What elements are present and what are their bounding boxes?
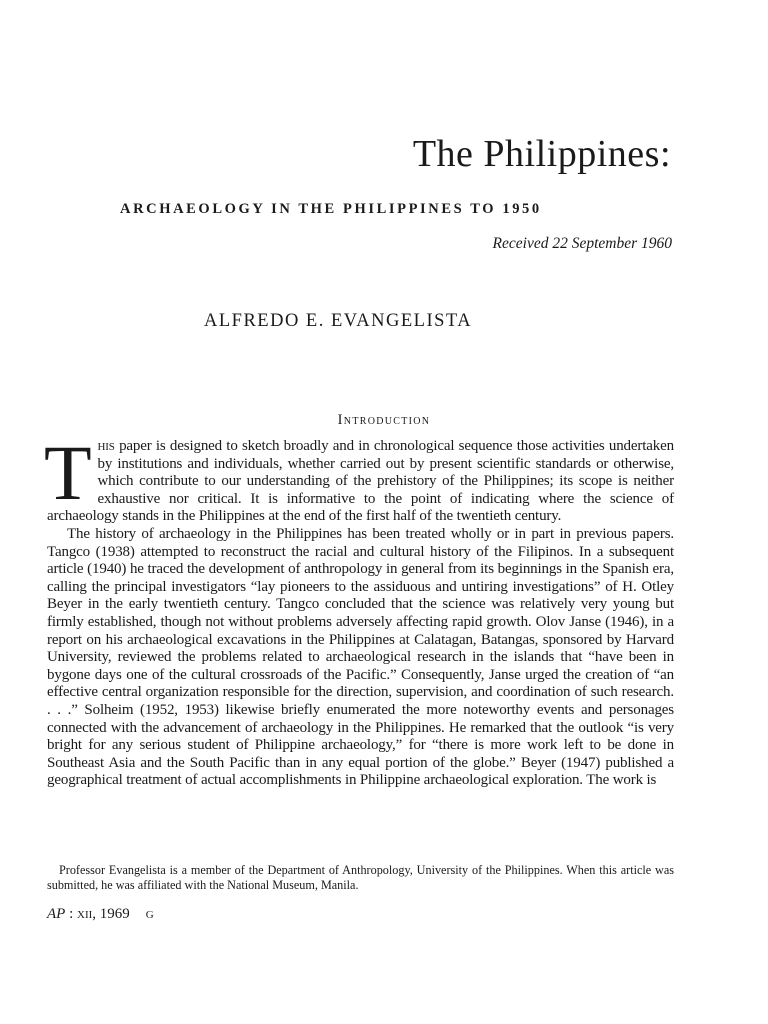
drop-cap: T xyxy=(44,429,92,516)
section-heading: Introduction xyxy=(337,412,431,428)
page-folio xyxy=(47,906,154,923)
article-subtitle: ARCHAEOLOGY IN THE PHILIPPINES TO 1950 xyxy=(120,201,542,217)
paragraph-1 xyxy=(44,429,674,526)
article-title: The Philippines: xyxy=(412,133,671,175)
journal-abbrev: AP xyxy=(47,906,66,922)
paragraph-2: The history of archaeology in the Philippines has been treated wholly or in part in previous papers. Tangco (1938) attempted to reconstruct the racial and cultural history of the Filipinos. In a subsequent article (1940) he traced the development of anthropology in general from its beginnings in the Spanish era, calling the principal investigators “lay pioneers to the assiduous and untiring investigations” of H. Otley Beyer in the early twentieth century. Tangco concluded that the science was relatively very young but firmly established, though not without problems adversely affecting rapid growth. Olov Janse (1946), in a report on his archaeological excavations in the Philippines at Calatagan, Batangas, sponsored by Harvard University, reviewed the problems related to archaeological research in the islands that “have been in bygone days one of the cultural crossroads of the Pacific.” Consequently, Janse urged the creation of “an effective central organization responsible for the direction, supervision, and coordination of such research. . . .” Solheim (1952, 1953) likewise briefly enumerated the more noteworthy events and personages connected with the advancement of archaeology in the Philippines. He remarked that the outlook “is very bright for any serious student of Philippine archaeology,” for “there is more work left to be done in Southeast Asia and the South Pacific than in any equal portion of the globe.” Beyer (1947) published a geographical treatment of actual accomplishments in Philippine archaeological exploration. The work is xyxy=(47,525,674,789)
signature-mark: G xyxy=(145,909,154,921)
publication-year: , 1969 xyxy=(92,906,130,922)
article-body xyxy=(44,429,674,790)
lead-small-caps: his xyxy=(97,438,115,454)
author-footnote xyxy=(47,863,674,893)
paragraph-1-text: paper is designed to sketch broadly and in chronological sequence those activities undertaken by institutions and individuals, whether carried out by present scientific standards or otherwise, which contribute to our understanding of the prehistory of the Philippines; its scope is neither exhaustive nor critical. It is informative to the point of indicating where the science of archaeology stands in the Philippines at the end of the first half of the twentieth century. xyxy=(47,438,674,525)
author-name: ALFREDO E. EVANGELISTA xyxy=(204,311,473,331)
footnote-text: Professor Evangelista is a member of the Department of Anthropology, University of the Philippines. When this article was submitted, he was affiliated with the National Museum, Manila. xyxy=(47,863,674,892)
folio-separator: : xyxy=(65,906,77,922)
received-date: Received 22 September 1960 xyxy=(492,235,672,252)
volume-number: xii xyxy=(77,906,93,922)
